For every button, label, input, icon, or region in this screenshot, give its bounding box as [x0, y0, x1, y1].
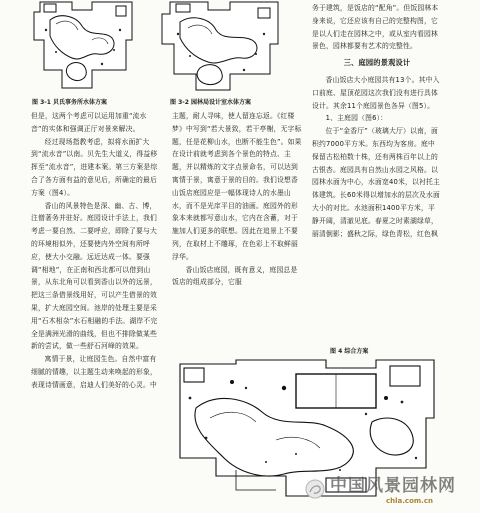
figure-caption: 图 3-2 园林局设计室水体方案: [170, 99, 252, 106]
paragraph: 寓情于景，让庭园生色。自然中富有细腻的情趣，以主题生动来唤起的形象，表现诗情画意，启迪人们美好的心灵。中: [31, 355, 157, 389]
paragraph: 位于“金香厅”（玻璃大厅）以南，面积约7000平方米。东西均为客房。庭中保留古松柏数十株，还有两株百年以上的古银杏。庭园具有自然山水园之风格。以园林水面为中心，水面宽40米，以衬托主体建筑。长60米得以增加水的层次及水面大小的对比。水池面积1400平方米，平静开阔，清澈见底。春夏之时素湖绿草，丽清倒影；盛秋之际，绿色青松，红色枫: [312, 127, 440, 238]
section-title: 三、庭园的景观设计: [343, 58, 411, 68]
column-3: [312, 2, 442, 240]
watermark-title: 中国风景园林网: [330, 476, 456, 496]
paragraph: 香山饭店大小庭园共有13个。其中入口前庭、屋顶花园这次我们没有进行具体设计。其余11个庭园景色各异（图5）。: [312, 75, 440, 110]
paragraph: 香山的风景特色是深、幽、古、博，注僧著务并驻好。庭园设计手法上，我们考虑一要自然、二要呼应，即除了要与大的环境相似外，还要使内外空间有所呼应，使大小交融。远近达成一体。要强调“相地”，在正南和西北都可以借到山景，从东北角可以看到香山以外的远景，把这三条借景线用好，可以产生借景的效果，扩大庭园空间。池岸的处理主要是采用“石木相杂”水石相融的手法。湖岸不完全是满洲光滑的曲线，但也不排除做某些新的尝试，做一些舒石河峰的效果。: [31, 201, 158, 351]
paragraph: 1、主庭园（图6）：: [325, 114, 388, 123]
site-watermark: [300, 472, 480, 512]
column-2: [172, 110, 304, 289]
paragraph: 香山饭店庭园，既有意义，庭园总是饭店的组成部分，它服: [172, 265, 298, 287]
fig-3-2-site-plan: [160, 0, 288, 94]
column-1: [31, 110, 161, 392]
watermark-logo-icon: [304, 478, 326, 500]
paragraph: 经过现场指教考虑，拟将水面扩大到“流水音”以南。贝先生大道义，得益移挥至“流水音”，进建本案。第三方案是综合了各方面有益的意见后，所确定的最后方案（图4）。: [31, 137, 158, 197]
fig-3-1-site-plan: [32, 0, 142, 92]
paragraph: 主题，耐人寻味，使人留连忘返。《红楼梦》中写到“若大景致，若干亭榭，无字标题，任是花柳山水，也断不能生色”。如果在设计前就考虑到各个景色的特点、主题，并以精炼的文字点景命名，可以达到寓情于景，寓意于景的目的。我们设想香山饭店庭园应是一幅体现诗人的水墨山水，而不是光庠平目的油画。庭园外的形象本来就都写意山水，它内在含蓄，对于施加人们更多的联想。因此在追景上不要列，在取材上不雕琢，在色彩上不取鲜丽浮华。: [172, 112, 302, 261]
paragraph: 但是，这两个考虑可以运用加重“流水音”的实体和强调正厅对景来解决。: [31, 112, 147, 133]
figure-caption: 图 3-1 贝氏事务所水体方案: [32, 99, 108, 106]
watermark-url: chla.com.cn: [386, 497, 433, 505]
figure-caption: 图 4 综合方案: [330, 348, 369, 355]
paragraph: 务于建筑，是饭店的“配角”。但饭园林本身来说，它还应该有自己的完整构图，它是以人们走在园林之中，或从室内看园林景色，园林都要有艺术的完整性。: [312, 4, 439, 51]
